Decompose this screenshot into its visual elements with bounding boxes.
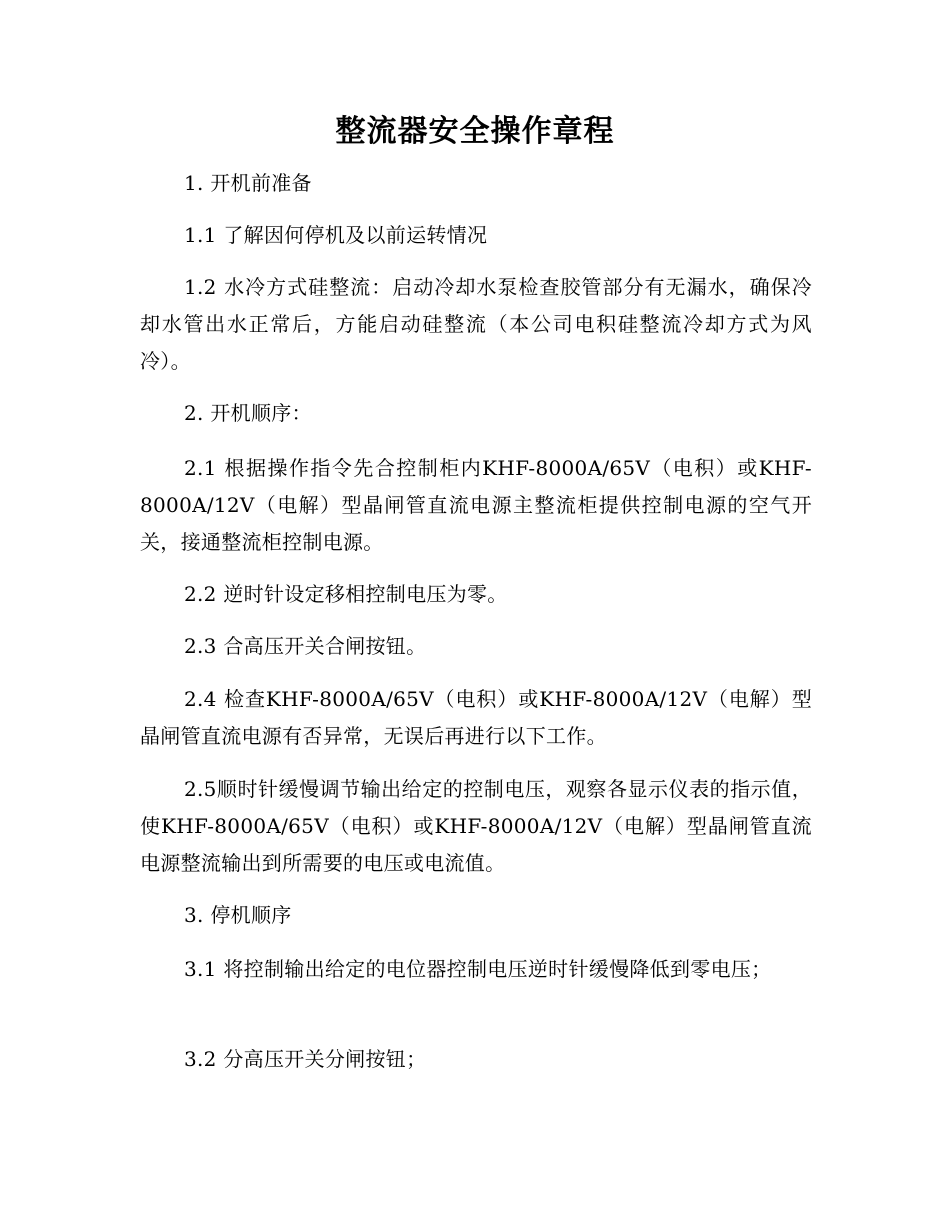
paragraph-2-5: 2.5顺时针缓慢调节输出给定的控制电压，观察各显示仪表的指示值，使KHF-8000A/65V（电积）或KHF-8000A/12V（电解）型晶闸管直流电源整流输出到所需要的电压或电流值。	[140, 777, 812, 875]
paragraph-3: 3. 停机顺序	[184, 903, 292, 927]
paragraph-1-1: 1.1 了解因何停机及以前运转情况	[184, 223, 488, 247]
paragraph-1: 1. 开机前准备	[184, 171, 312, 195]
paragraph-2: 2. 开机顺序：	[184, 401, 312, 425]
paragraph-2-3: 2.3 合高压开关合闸按钮。	[184, 634, 427, 658]
paragraph-3-1: 3.1 将控制输出给定的电位器控制电压逆时针缓慢降低到零电压；	[184, 957, 772, 981]
paragraph-3-2: 3.2 分高压开关分闸按钮；	[184, 1047, 427, 1071]
document-title: 整流器安全操作章程	[335, 114, 615, 149]
paragraph-1-2: 1.2 水冷方式硅整流：启动冷却水泵检查胶管部分有无漏水，确保冷却水管出水正常后，方能启动硅整流（本公司电积硅整流冷却方式为风冷）。	[140, 275, 812, 373]
paragraph-2-2: 2.2 逆时针设定移相控制电压为零。	[184, 582, 508, 606]
paragraph-2-4: 2.4 检查KHF-8000A/65V（电积）或KHF-8000A/12V（电解）型晶闸管直流电源有否异常，无误后再进行以下工作。	[140, 687, 812, 748]
paragraph-2-1: 2.1 根据操作指令先合控制柜内KHF-8000A/65V（电积）或KHF-8000A/12V（电解）型晶闸管直流电源主整流柜提供控制电源的空气开关，接通整流柜控制电源。	[140, 456, 812, 554]
